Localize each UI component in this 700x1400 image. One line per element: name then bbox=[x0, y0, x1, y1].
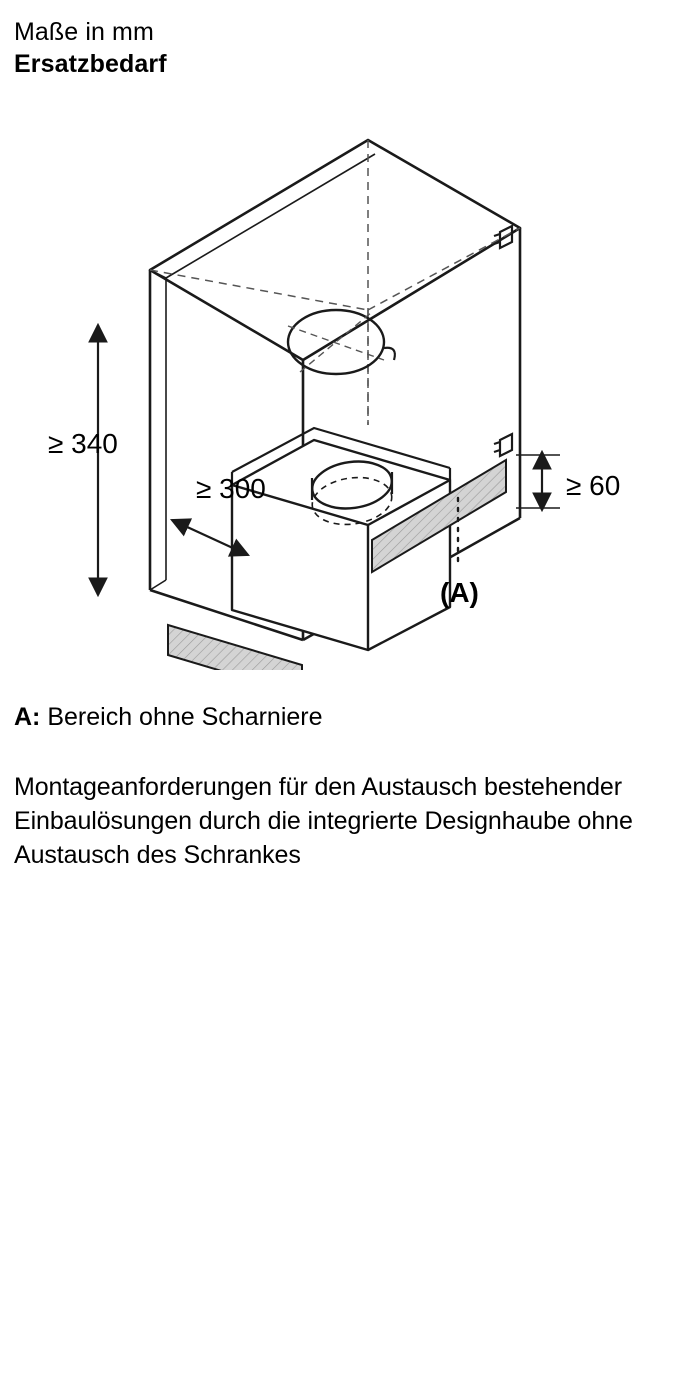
cabinet-isometric-drawing bbox=[0, 110, 700, 670]
area-a-label: (A) bbox=[440, 577, 479, 608]
installation-diagram bbox=[0, 110, 700, 670]
page-header bbox=[14, 16, 674, 80]
legend-text: Bereich ohne Scharniere bbox=[40, 703, 323, 731]
dimension-height-label: ≥ 340 bbox=[48, 428, 118, 459]
dimension-gap bbox=[516, 452, 560, 510]
legend-key: A: bbox=[14, 703, 41, 731]
page-title: Ersatzbedarf bbox=[14, 50, 167, 78]
units-note: Maße in mm bbox=[14, 18, 154, 46]
hinge-icon-lower bbox=[494, 434, 512, 456]
dimension-depth-label: ≥ 300 bbox=[196, 473, 266, 504]
legend-area-a bbox=[14, 700, 684, 734]
hidden-edges bbox=[150, 140, 520, 425]
dimension-gap-label: ≥ 60 bbox=[566, 470, 621, 501]
installation-requirements-text: Montageanforderungen für den Austausch bestehender Einbaulösungen durch die integrierte Designhaube ohne Austausch des Schrankes bbox=[14, 773, 633, 869]
